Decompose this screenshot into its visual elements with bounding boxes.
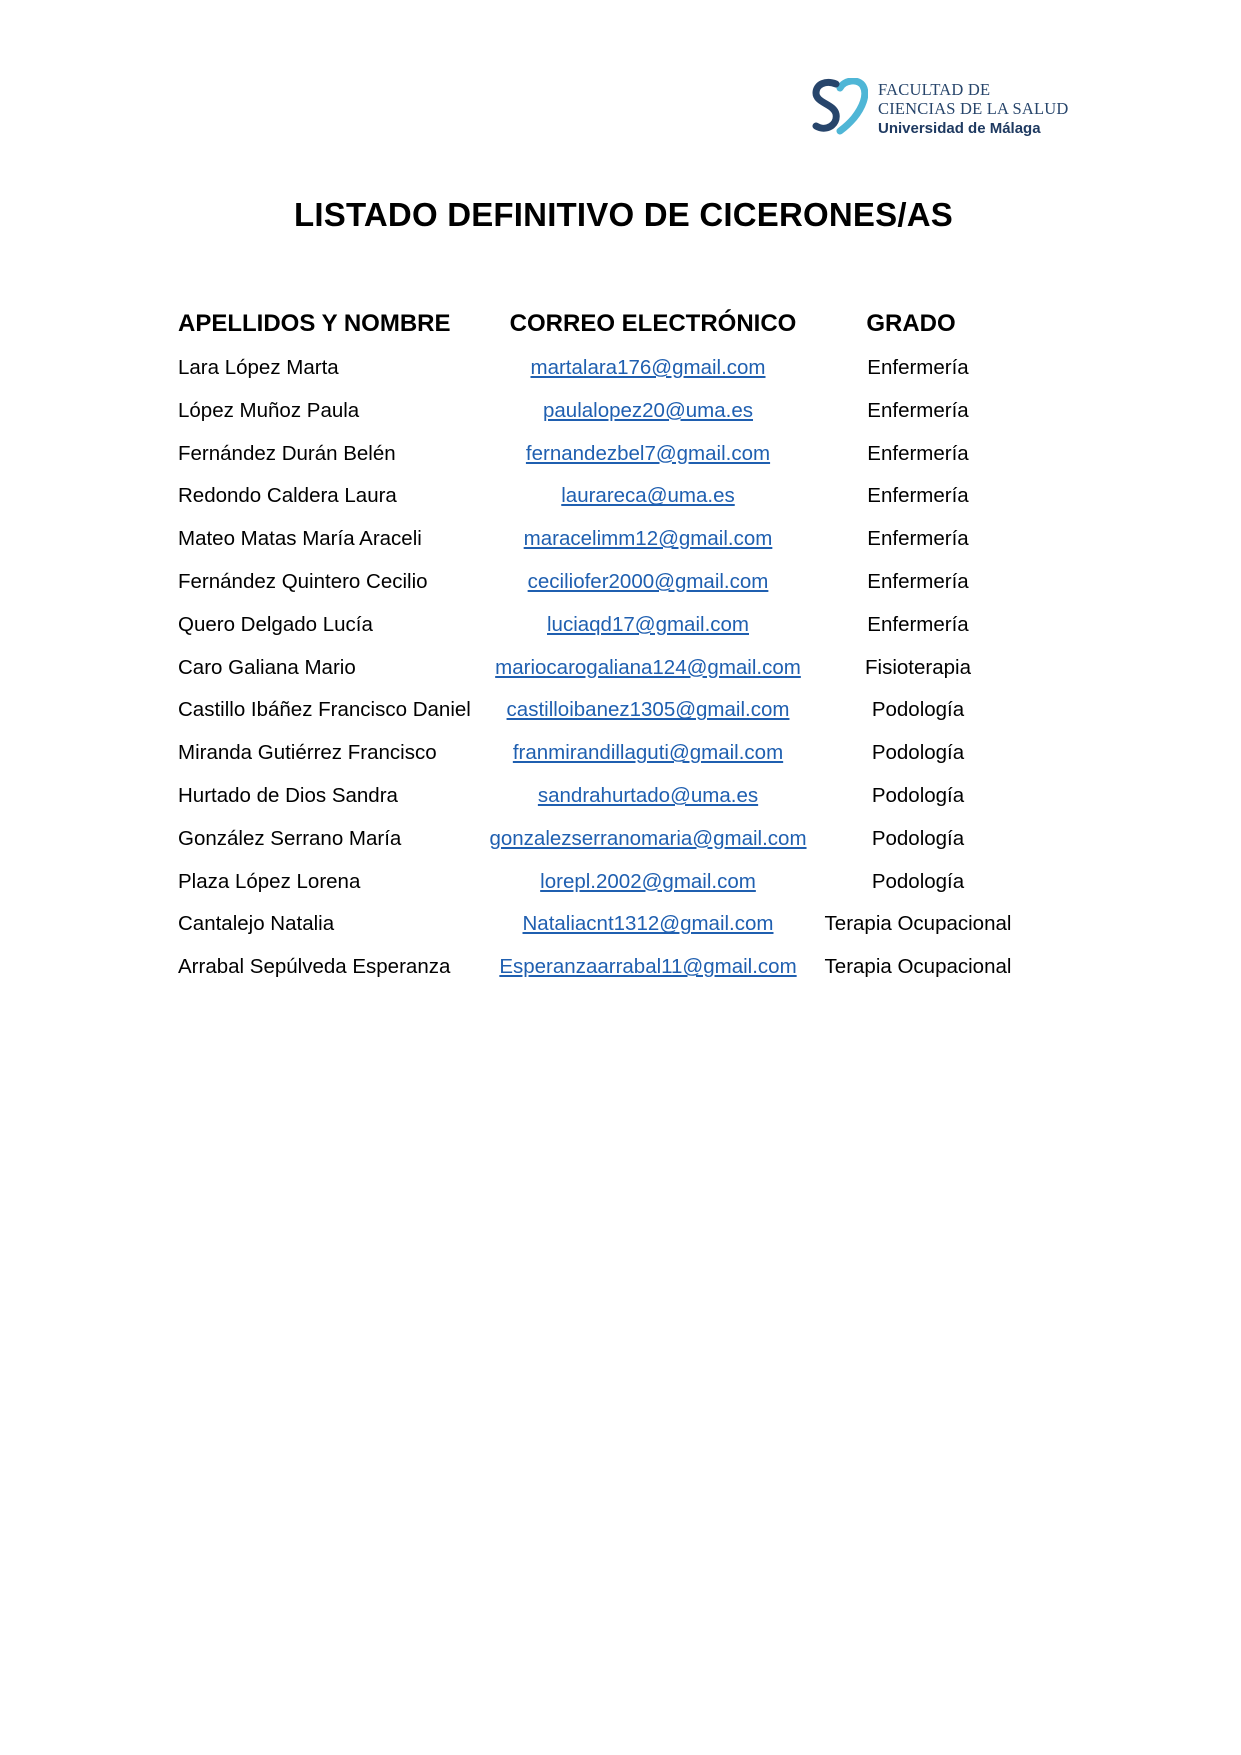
logo-line-university: Universidad de Málaga <box>878 120 1041 137</box>
header-email: CORREO ELECTRÓNICO <box>509 310 797 337</box>
table-row <box>178 440 1078 483</box>
table-row <box>178 910 1078 953</box>
cell-email-link[interactable]: Esperanzaarrabal11@gmail.com <box>499 955 797 979</box>
cell-grade: Podología <box>871 698 965 722</box>
table-row <box>178 868 1078 911</box>
cell-email-link[interactable]: ceciliofer2000@gmail.com <box>527 569 769 593</box>
cell-grade: Enfermería <box>867 398 969 422</box>
cell-name: Plaza López Lorena <box>178 869 361 893</box>
table-row <box>178 397 1078 440</box>
table-row <box>178 696 1078 739</box>
cell-name: López Muñoz Paula <box>178 398 360 422</box>
cell-grade: Terapia Ocupacional <box>824 955 1012 979</box>
cell-name: Caro Galiana Mario <box>178 655 356 679</box>
table-header-row <box>178 310 1078 354</box>
cell-name: Miranda Gutiérrez Francisco <box>178 741 437 765</box>
table-row <box>178 654 1078 697</box>
cell-grade: Enfermería <box>867 612 969 636</box>
cell-name: Fernández Durán Belén <box>178 441 396 465</box>
cell-grade: Podología <box>871 783 965 807</box>
table-row <box>178 825 1078 868</box>
cell-email-link[interactable]: franmirandillaguti@gmail.com <box>512 741 784 765</box>
cell-name: Redondo Caldera Laura <box>178 484 397 508</box>
logo-line-faculty: FACULTAD DE <box>878 80 991 99</box>
cell-email-link[interactable]: lorepl.2002@gmail.com <box>540 869 756 893</box>
table-row <box>178 525 1078 568</box>
cell-grade: Enfermería <box>867 441 969 465</box>
logo-line-health-sciences: CIENCIAS DE LA SALUD <box>878 99 1069 118</box>
cicerones-table <box>178 310 1078 996</box>
cell-name: Lara López Marta <box>178 356 339 379</box>
cell-email-link[interactable]: castilloibanez1305@gmail.com <box>506 698 790 722</box>
cell-email-link[interactable]: gonzalezserranomaria@gmail.com <box>489 826 807 850</box>
cell-email-link[interactable]: mariocarogaliana124@gmail.com <box>495 655 801 679</box>
faculty-logo-mark-icon <box>810 78 868 140</box>
cell-grade: Podología <box>871 869 965 893</box>
table-row <box>178 482 1078 525</box>
cell-email-link[interactable]: paulalopez20@uma.es <box>542 398 754 422</box>
cell-name: Arrabal Sepúlveda Esperanza <box>178 955 451 979</box>
cell-grade: Enfermería <box>867 484 969 508</box>
cell-email-link[interactable]: Nataliacnt1312@gmail.com <box>522 912 774 936</box>
cell-name: Castillo Ibáñez Francisco Daniel <box>178 698 471 722</box>
table-row <box>178 611 1078 654</box>
cell-email-link[interactable]: luciaqd17@gmail.com <box>547 612 749 636</box>
cell-grade: Fisioterapia <box>865 655 971 679</box>
cell-grade: Enfermería <box>867 527 969 551</box>
header-name: APELLIDOS Y NOMBRE <box>178 310 451 337</box>
table-row <box>178 739 1078 782</box>
cell-name: Quero Delgado Lucía <box>178 612 373 636</box>
table-row <box>178 568 1078 611</box>
cell-grade: Enfermería <box>867 356 969 379</box>
cell-email-link[interactable]: martalara176@gmail.com <box>530 356 766 379</box>
cell-email-link[interactable]: fernandezbel7@gmail.com <box>525 441 771 465</box>
page-title <box>0 196 1241 234</box>
cell-grade: Podología <box>871 741 965 765</box>
cell-email-link[interactable]: laurareca@uma.es <box>561 484 735 508</box>
page-title-text: LISTADO DEFINITIVO DE CICERONES/AS <box>294 196 953 233</box>
cell-name: Mateo Matas María Araceli <box>178 527 422 551</box>
cell-grade: Terapia Ocupacional <box>824 912 1012 936</box>
header-grade: GRADO <box>866 310 956 337</box>
cell-grade: Podología <box>871 826 965 850</box>
cell-email-link[interactable]: maracelimm12@gmail.com <box>523 527 773 551</box>
faculty-logo-text <box>878 80 1069 138</box>
cell-grade: Enfermería <box>867 569 969 593</box>
table-row <box>178 782 1078 825</box>
table-row <box>178 354 1078 397</box>
cell-email-link[interactable]: sandrahurtado@uma.es <box>537 783 759 807</box>
cell-name: Cantalejo Natalia <box>178 912 335 936</box>
table-row <box>178 953 1078 996</box>
cell-name: Fernández Quintero Cecilio <box>178 569 428 593</box>
faculty-logo <box>810 78 1070 144</box>
cell-name: González Serrano María <box>178 826 402 850</box>
cell-name: Hurtado de Dios Sandra <box>178 783 398 807</box>
